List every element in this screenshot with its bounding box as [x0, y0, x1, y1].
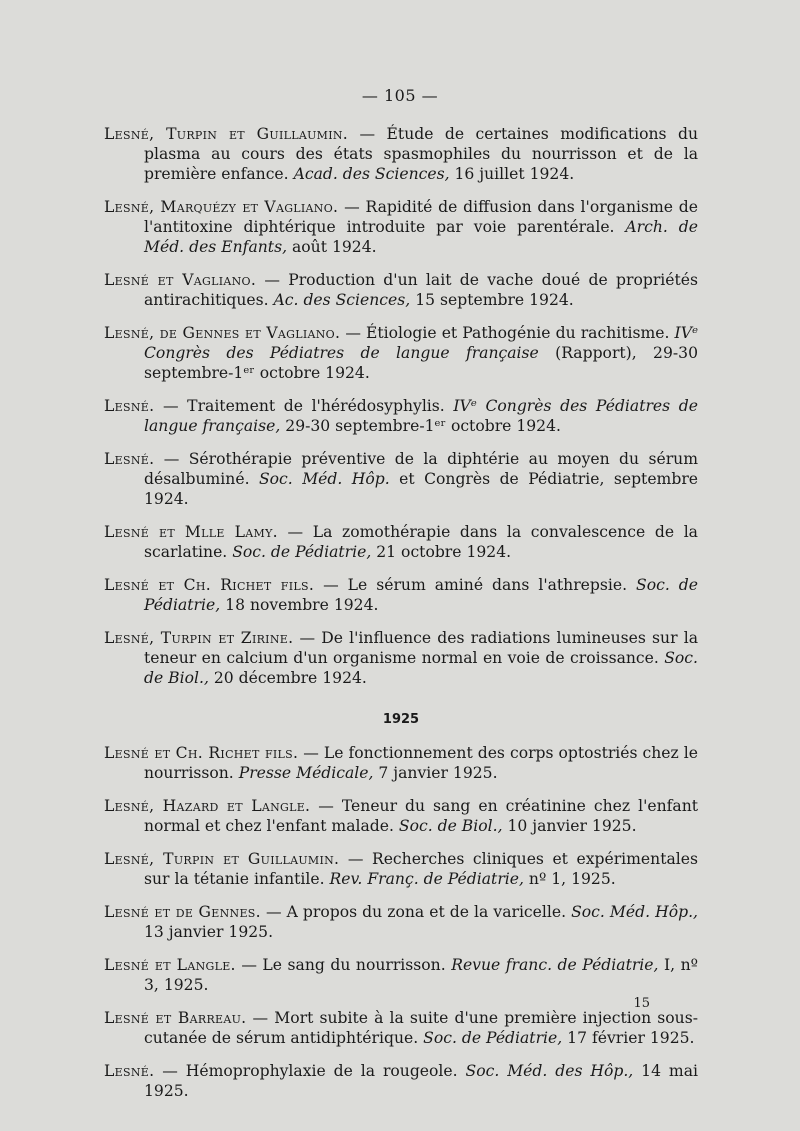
- entry-title: — Mort subite à la suite d'une première injection sous-cutanée de sérum antidiphtérique.: [144, 1009, 698, 1047]
- entry-authors: Lesné et Vagliano.: [104, 271, 257, 289]
- bibliography-entry: [104, 323, 698, 383]
- entry-publication: IVᵉ Congrès des Pédiatres de langue française: [144, 324, 698, 362]
- entry-date: 17 février 1925.: [562, 1029, 695, 1047]
- page-number: — 105 —: [361, 86, 439, 105]
- entry-title: — Traitement de l'hérédosyphylis.: [154, 397, 454, 415]
- bibliography-entry: [104, 902, 698, 942]
- bibliography-entry: [104, 449, 698, 509]
- entry-date: 7 janvier 1925.: [373, 764, 498, 782]
- bibliography-entry: [104, 849, 698, 889]
- entry-date: et Congrès de Pédiatrie, septembre 1924.: [144, 470, 699, 508]
- bibliography-list: [104, 124, 698, 1101]
- entry-date: 13 janvier 1925.: [144, 923, 274, 941]
- entry-date: 15 septembre 1924.: [410, 291, 574, 309]
- entry-authors: Lesné.: [104, 1062, 155, 1080]
- bibliography-entry: [104, 197, 698, 257]
- bibliography-entry: [104, 270, 698, 310]
- entry-authors: Lesné.: [104, 397, 155, 415]
- entry-title: — Production d'un lait de vache doué de propriétés antirachitiques.: [144, 271, 698, 309]
- entry-publication: Arch. de Méd. des Enfants,: [144, 218, 698, 256]
- entry-title: — De l'influence des radiations lumineuses sur la teneur en calcium d'un organisme normal en voie de croissance.: [144, 629, 699, 667]
- entry-publication: Soc. Méd. des Hôp.,: [465, 1062, 634, 1080]
- bibliography-entry: [104, 575, 698, 615]
- entry-publication: Revue franc. de Pédiatrie,: [451, 956, 659, 974]
- entry-date: nº 1, 1925.: [523, 870, 616, 888]
- entry-date: 14 mai 1925.: [144, 1062, 698, 1100]
- bibliography-entry: [104, 1061, 698, 1101]
- entry-authors: Lesné et Ch. Richet fils.: [104, 576, 315, 594]
- entry-date: I, nº 3, 1925.: [144, 956, 698, 994]
- entry-publication: Soc. de Biol.,: [398, 817, 503, 835]
- bibliography-entry: [104, 628, 698, 688]
- entry-date: 18 novembre 1924.: [220, 596, 379, 614]
- entry-title: — Teneur du sang en créatinine chez l'enfant normal et chez l'enfant malade.: [144, 797, 699, 835]
- entry-publication: Soc. de Pédiatrie,: [232, 543, 372, 561]
- entry-date: 21 octobre 1924.: [371, 543, 512, 561]
- entry-title: — Étiologie et Pathogénie du rachitisme.: [340, 324, 675, 342]
- entry-authors: Lesné, Turpin et Guillaumin.: [104, 125, 349, 143]
- entry-publication: Soc. de Biol.,: [144, 649, 698, 687]
- entry-publication: Soc. de Pédiatrie,: [423, 1029, 563, 1047]
- bibliography-entry: [104, 522, 698, 562]
- entry-authors: Lesné, Marquézy et Vagliano.: [104, 198, 339, 216]
- entry-date: août 1924.: [287, 238, 377, 256]
- entry-publication: Ac. des Sciences,: [273, 291, 411, 309]
- entry-title: — Recherches cliniques et expérimentales sur la tétanie infantile.: [144, 850, 698, 888]
- bibliography-entry: [104, 124, 698, 184]
- entry-date: 16 juillet 1924.: [449, 165, 575, 183]
- bibliography-entry: [104, 955, 698, 995]
- entry-date: 10 janvier 1925.: [502, 817, 637, 835]
- entry-authors: Lesné, Turpin et Guillaumin.: [104, 850, 340, 868]
- entry-authors: Lesné et Langle.: [104, 956, 236, 974]
- entry-title: — Sérothérapie préventive de la diphtérie au moyen du sérum désalbuminé.: [144, 450, 698, 488]
- entry-publication: Acad. des Sciences,: [293, 165, 450, 183]
- bibliography-entry: [104, 1008, 698, 1048]
- entry-title: — Le sang du nourrisson.: [235, 956, 452, 974]
- printer-signature: 15: [633, 996, 650, 1011]
- bibliography-entry: [104, 743, 698, 783]
- entry-authors: Lesné et Barreau.: [104, 1009, 247, 1027]
- year-heading: 1925: [382, 712, 420, 727]
- entry-authors: Lesné et de Gennes.: [104, 903, 261, 921]
- entry-date: (Rapport), 29-30 septembre-1ᵉʳ octobre 1924.: [144, 344, 699, 382]
- entry-publication: Soc. Méd. Hôp.: [258, 470, 390, 488]
- entry-authors: Lesné.: [104, 450, 155, 468]
- entry-title: — Rapidité de diffusion dans l'organisme de l'antitoxine diphtérique introduite par voie parentérale.: [144, 198, 698, 236]
- entry-title: — Le fonctionnement des corps optostriés chez le nourrisson.: [144, 744, 698, 782]
- entry-publication: Presse Médicale,: [238, 764, 374, 782]
- entry-title: — A propos du zona et de la varicelle.: [260, 903, 572, 921]
- entry-publication: IVᵉ Congrès des Pédiatres de langue française,: [144, 397, 698, 435]
- entry-authors: Lesné, de Gennes et Vagliano.: [104, 324, 341, 342]
- entry-title: — Étude de certaines modifications du plasma au cours des états spasmophiles du nourrisson et de la première enfance.: [144, 125, 698, 183]
- bibliography-entry: [104, 396, 698, 436]
- entry-title: — La zomothérapie dans la convalescence de la scarlatine.: [144, 523, 698, 561]
- entry-authors: Lesné et Mlle Lamy.: [104, 523, 278, 541]
- entry-authors: Lesné, Hazard et Langle.: [104, 797, 311, 815]
- entry-date: 20 décembre 1924.: [208, 669, 367, 687]
- entry-publication: Soc. de Pédiatrie,: [144, 576, 698, 614]
- entry-title: — Le sérum aminé dans l'athrepsie.: [314, 576, 637, 594]
- entry-authors: Lesné, Turpin et Zirine.: [104, 629, 294, 647]
- bibliography-entry: [104, 796, 698, 836]
- entry-title: — Hémoprophylaxie de la rougeole.: [154, 1062, 466, 1080]
- entry-authors: Lesné et Ch. Richet fils.: [104, 744, 299, 762]
- entry-date: 29-30 septembre-1ᵉʳ octobre 1924.: [280, 417, 561, 435]
- entry-publication: Rev. Franç. de Pédiatrie,: [329, 870, 524, 888]
- entry-publication: Soc. Méd. Hôp.,: [571, 903, 698, 921]
